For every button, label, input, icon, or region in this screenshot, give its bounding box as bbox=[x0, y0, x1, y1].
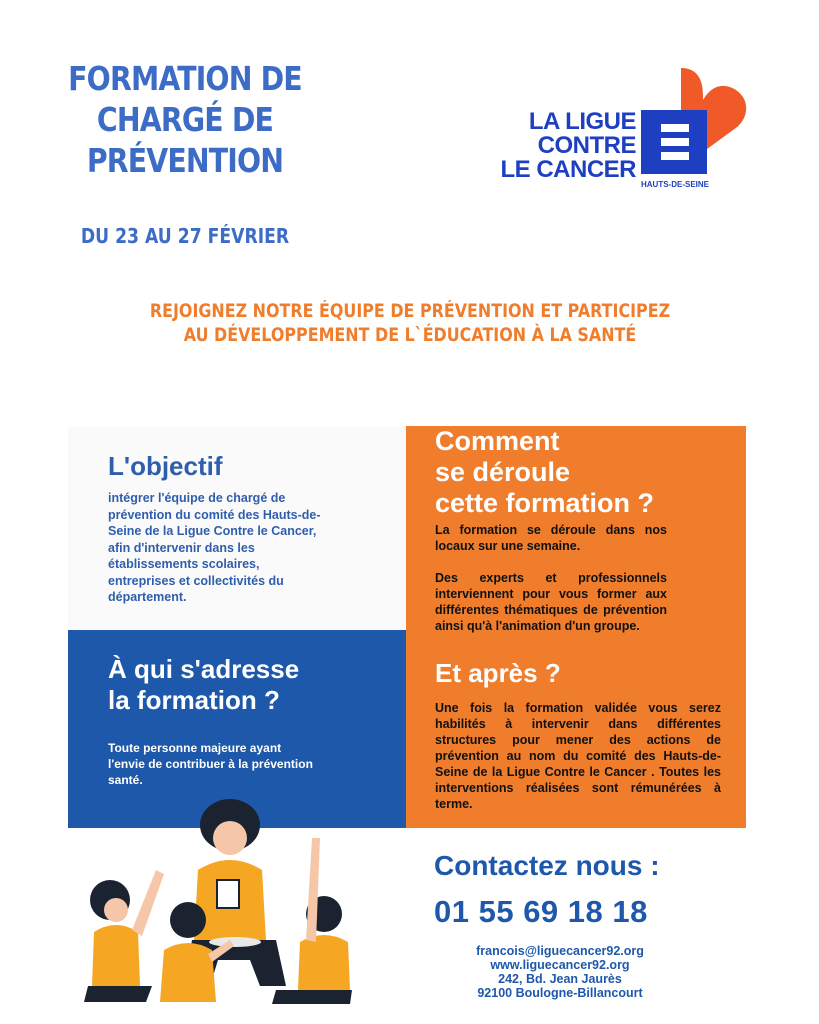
apres-title: Et après ? bbox=[435, 658, 561, 688]
contact-website[interactable]: www.liguecancer92.org bbox=[490, 958, 630, 972]
deroulement-title-line: se déroule bbox=[435, 457, 571, 487]
contact-email[interactable]: francois@liguecancer92.org bbox=[476, 944, 644, 958]
logo-line: LA LIGUE bbox=[528, 108, 636, 135]
ligue-logo bbox=[486, 68, 756, 198]
contact-title: Contactez nous : bbox=[434, 850, 660, 881]
deroulement-paragraph: Des experts et professionnels interviennent pour vous former aux différentes thématiques de prévention ainsi qu'à l'animation d'un groupe. bbox=[435, 571, 667, 633]
logo-subtitle: HAUTS-DE-SEINE bbox=[641, 180, 710, 189]
logo-wordmark bbox=[486, 110, 636, 182]
title-line: PRÉVENTION bbox=[86, 141, 284, 180]
public-text: Toute personne majeure ayant l'envie de contribuer à la prévention santé. bbox=[108, 741, 313, 787]
apres-text: Une fois la formation validée vous serez habilités à intervenir dans différentes structures pour mener des actions de prévention au nom du comité des Hauts-de-Seine de la Ligue Contre le Cancer . Toutes les interventions réalisées sont rémunérées à terme. bbox=[435, 701, 721, 811]
public-title-line: la formation ? bbox=[108, 685, 280, 715]
deroulement-title-line: cette formation ? bbox=[435, 488, 655, 518]
tagline-line: AU DÉVELOPPEMENT DE L`ÉDUCATION À LA SANTÉ bbox=[183, 325, 637, 346]
deroulement-title-line: Comment bbox=[435, 426, 560, 456]
logo-line: LE CANCER bbox=[500, 156, 636, 183]
children-illustration bbox=[80, 790, 355, 1015]
title-line: CHARGÉ DE bbox=[96, 100, 274, 139]
objectif-text: intégrer l'équipe de chargé de prévention du comité des Hauts-de-Seine de la Ligue Contre le Cancer, afin d'intervenir dans les établissements scolaires, entreprises et collectivités du département. bbox=[108, 491, 321, 604]
tagline-line: REJOIGNEZ NOTRE ÉQUIPE DE PRÉVENTION ET PARTICIPEZ bbox=[149, 301, 671, 322]
deroulement-paragraph: La formation se déroule dans nos locaux sur une semaine. bbox=[435, 523, 667, 553]
contact-details bbox=[430, 944, 690, 1000]
dates: DU 23 AU 27 FÉVRIER bbox=[80, 224, 290, 248]
contact-address-line: 242, Bd. Jean Jaurès bbox=[498, 972, 622, 986]
deroulement-text bbox=[435, 522, 667, 650]
tagline bbox=[143, 300, 676, 348]
public-title bbox=[108, 654, 398, 716]
page-title bbox=[60, 58, 309, 181]
objectif-title: L'objectif bbox=[108, 451, 223, 481]
contact-phone[interactable]: 01 55 69 18 18 bbox=[434, 894, 648, 929]
title-line: FORMATION DE bbox=[68, 59, 302, 98]
contact-address-line: 92100 Boulogne-Billancourt bbox=[477, 986, 643, 1000]
logo-line: CONTRE bbox=[537, 132, 636, 159]
public-title-line: À qui s'adresse bbox=[108, 654, 300, 684]
heart-emblem-icon bbox=[641, 68, 756, 180]
deroulement-title bbox=[435, 426, 735, 519]
